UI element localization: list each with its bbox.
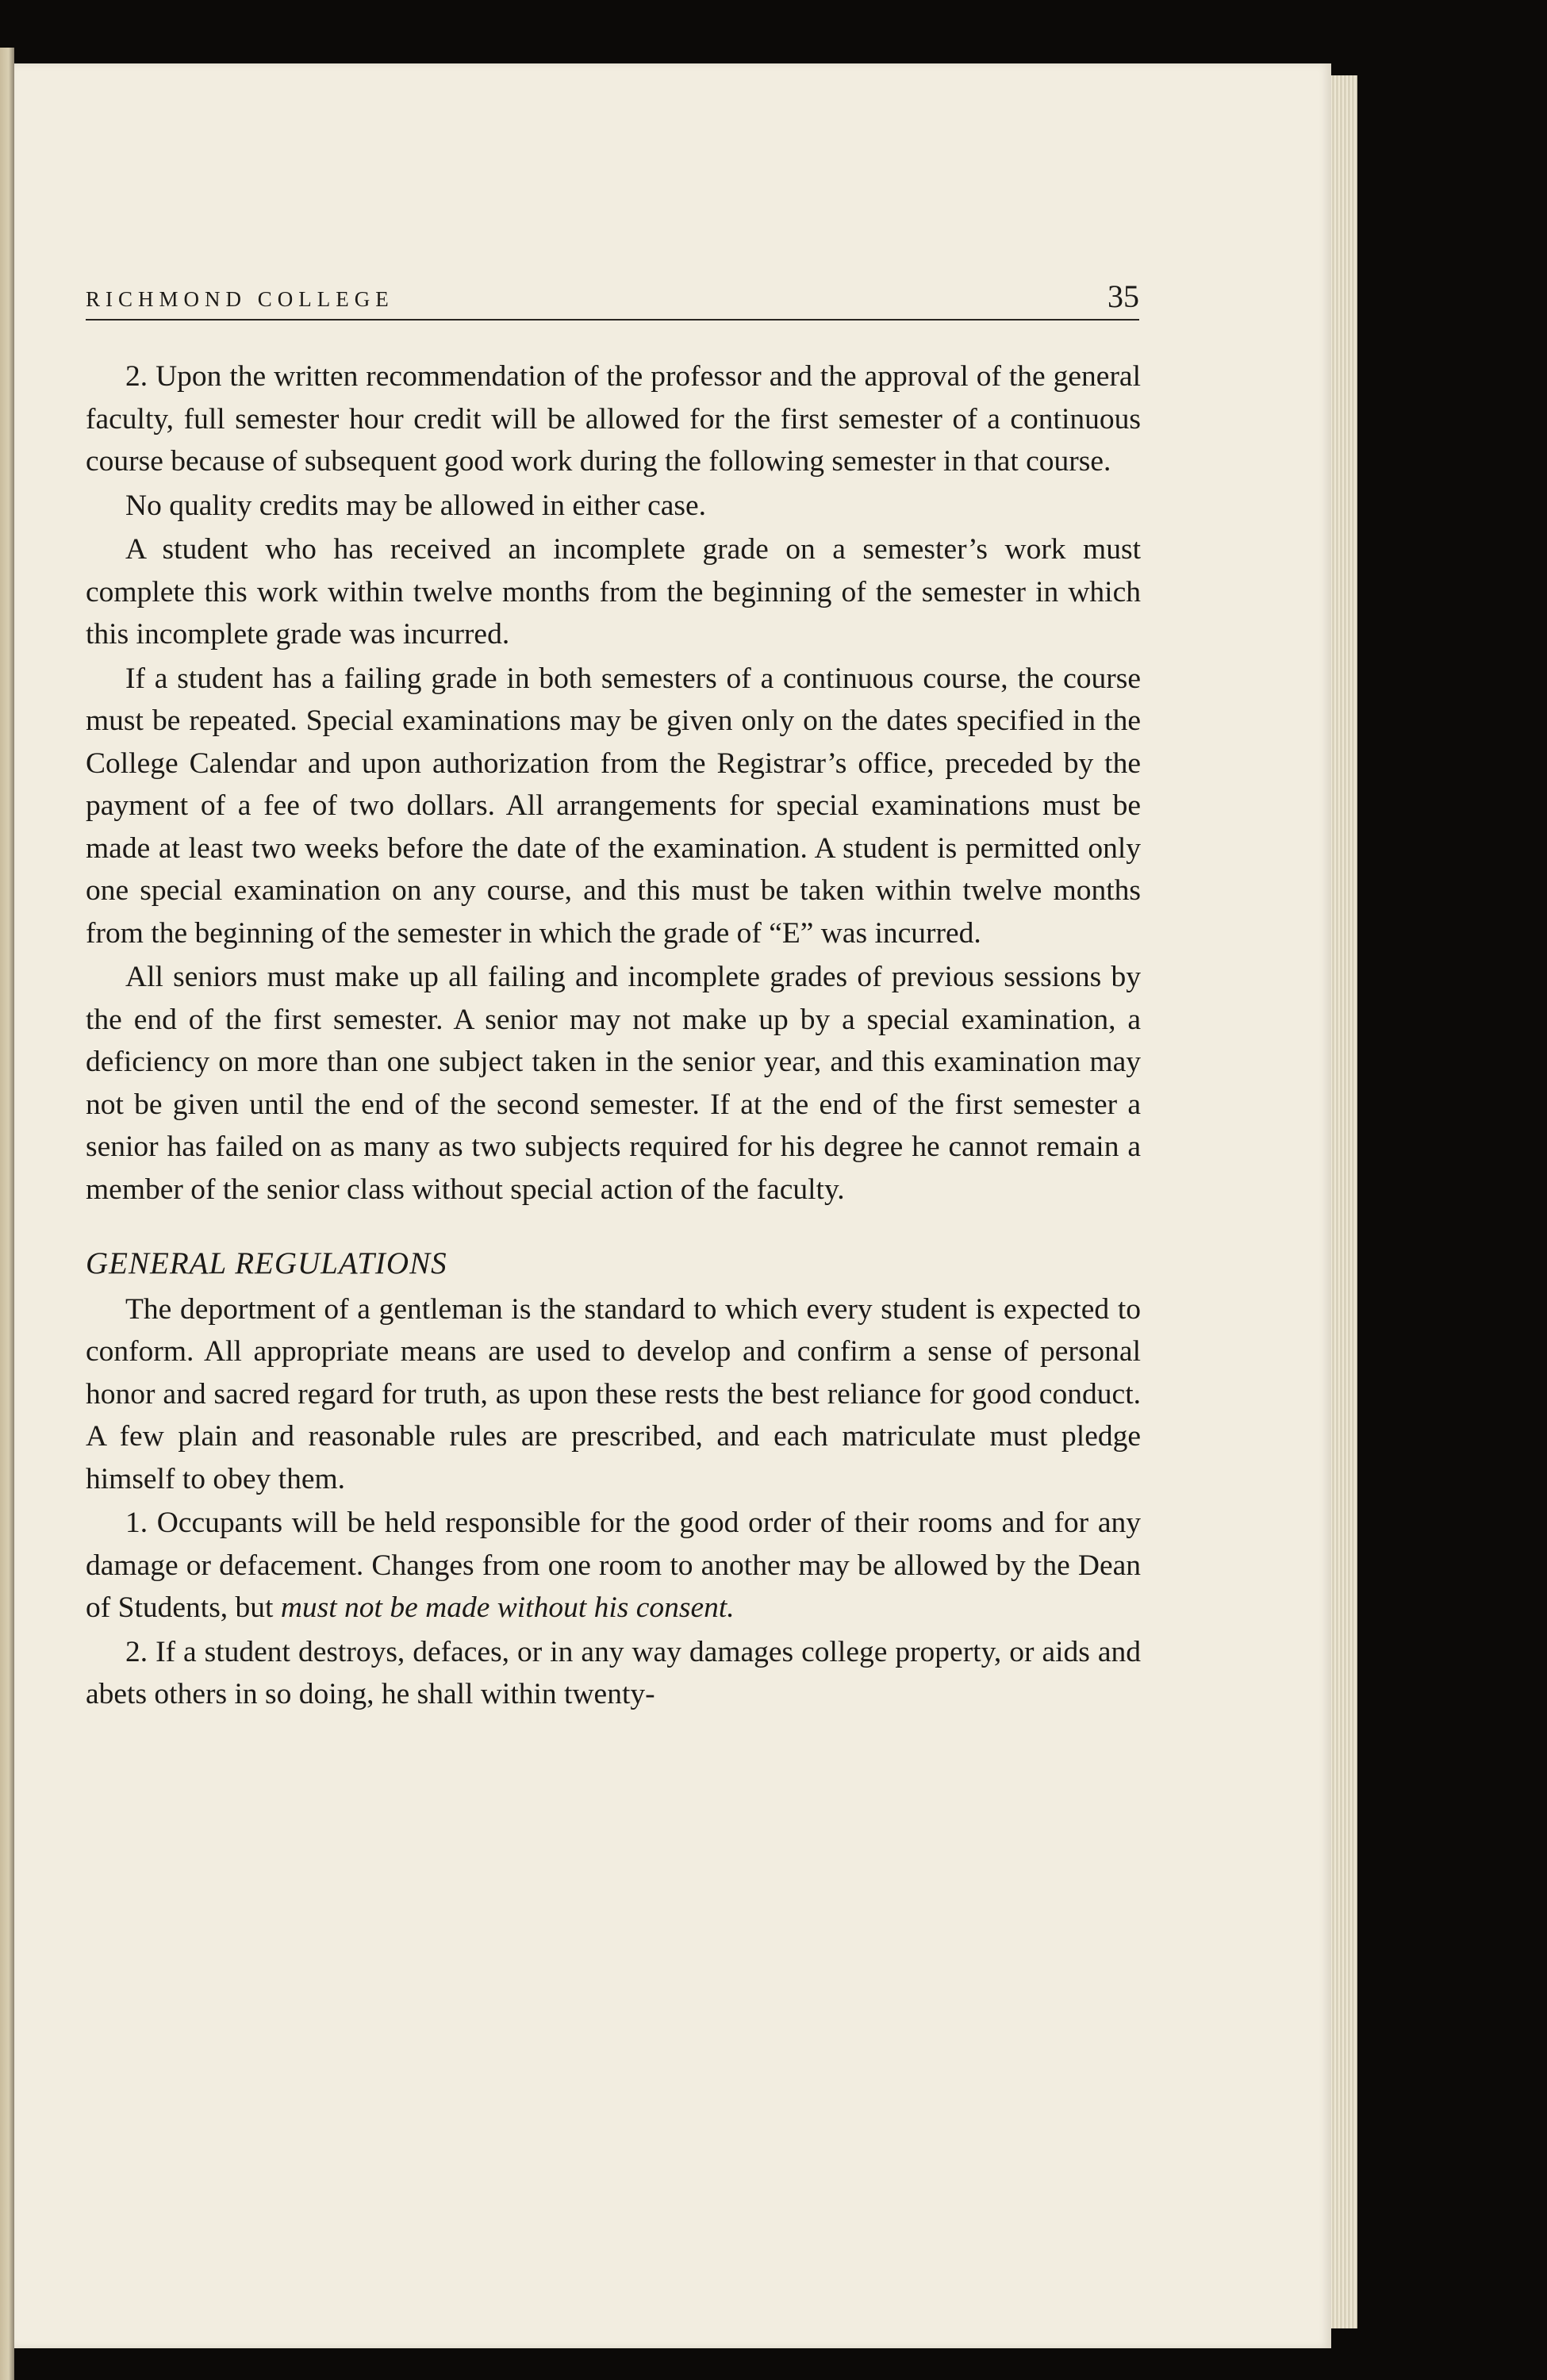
section-heading: GENERAL REGULATIONS [86, 1246, 447, 1280]
rule-1-emphasis: must not be made without his consent. [280, 1591, 735, 1624]
paragraph-credit-allowance: 2. Upon the written recommendation of the professor and the approval of the general faculty, full semester hour credit will be allowed for the first semester of a continuous course because of subsequent good work during the following semester in that course. [86, 360, 1141, 478]
paragraph-seniors: All seniors must make up all failing and incomplete grades of previous sessions by the end of the first semester. A senior may not make up by a special examination, a deficiency on more than one subject taken in the senior year, and this examination may not be given until the end of the second semester. If at the end of the first semester a senior has failed on as many as two subjects required for his degree he cannot remain a member of the senior class without special action of the faculty. [86, 961, 1141, 1206]
page-number: 35 [1107, 278, 1139, 314]
paragraph-incomplete-grade: A student who has received an incomplete grade on a semester’s work must complete this work within twelve months from the beginning of the semester in which this incomplete grade was incurred. [86, 533, 1141, 651]
header-rule [86, 319, 1139, 321]
paragraph-quality-credits: No quality credits may be allowed in either case. [125, 489, 707, 522]
left-page-edge [0, 48, 14, 2380]
rule-2: 2. If a student destroys, defaces, or in any way damages college property, or aids and abets others in so doing, he shall within twenty- [86, 1635, 1141, 1710]
paragraph-failing-grade: If a student has a failing grade in both semesters of a continuous course, the course must be repeated. Special examinations may be given only on the dates specified in the College Calendar and upon authorization from the Registrar’s office, preceded by the payment of a fee of two dollars. All arrangements for special examinations must be made at least two weeks before the date of the examination. A student is permitted only one special examination on any course, and this must be taken within twelve months from the beginning of the semester in which the grade of “E” was incurred. [86, 662, 1141, 950]
rule-1-text: 1. Occupants will be held responsible for the good order of their rooms and for any damage or defacement. Changes from one room to another may be allowed by the Dean of Students, but [86, 1507, 1141, 1624]
running-title: RICHMOND COLLEGE [86, 287, 394, 311]
page-body [86, 355, 1141, 1718]
rule-1 [86, 1502, 1141, 1630]
fore-edge-page-stack [1330, 75, 1357, 2328]
paragraph-deportment: The deportment of a gentleman is the standard to which every student is expected to conform. All appropriate means are used to develop and confirm a sense of personal honor and sacred regard for truth, as upon these rests the best reliance for good conduct. A few plain and reasonable rules are prescribed, and each matriculate must pledge himself to obey them. [86, 1292, 1141, 1495]
running-head [86, 208, 1139, 327]
